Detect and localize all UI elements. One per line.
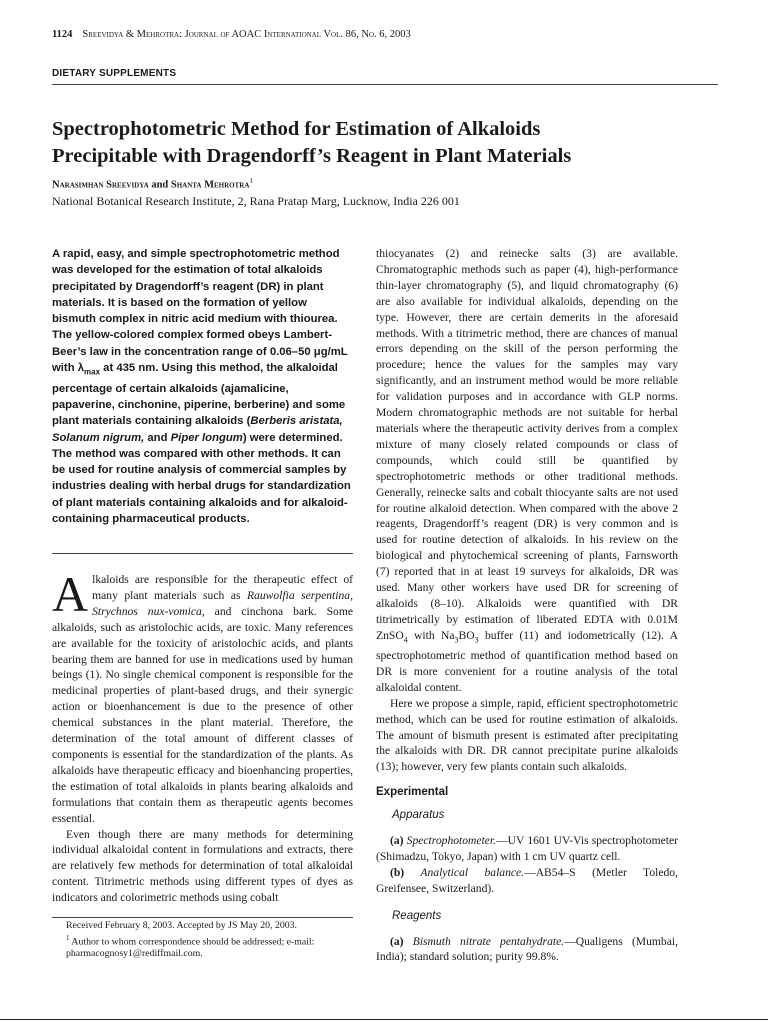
- item-name: Bismuth nitrate pentahydrate.: [403, 934, 565, 948]
- abstract-text-2: at 435 nm. Using this method, the alkaloidal percentage of certain alkaloids (ajamalicine, papaverine, cinchonine, piperine, berberine) and some plant materials containing alkaloids (: [52, 362, 346, 428]
- lambda-max-subscript: max: [84, 367, 101, 377]
- journal-citation: Sreevidya & Mehrotra: Journal of AOAC International Vol. 86, No. 6, 2003: [82, 29, 411, 40]
- right-text-1d: buffer (11) and iodometrically (12). A spectrophotometric method of quantification method based on DR is more convenient for a routine analysis of the total alkaloidal content.: [376, 628, 678, 694]
- author-1: Narasimhan Sreevidya: [52, 179, 149, 191]
- title-line-1: Spectrophotometric Method for Estimation of Alkaloids: [52, 118, 541, 140]
- page-number: 1124: [52, 29, 73, 40]
- article-title: [52, 116, 732, 170]
- intro-paragraph-1: [52, 566, 353, 827]
- correspondence-text: Author to whom correspondence should be addressed; e-mail: pharmacognosy1@rediffmail.com.: [66, 936, 315, 960]
- author-list: [52, 177, 253, 191]
- footnote-mark: 1: [66, 934, 70, 942]
- species-rauwolfia: Rauwolfia serpentina,: [246, 588, 353, 602]
- subscript: 4: [403, 635, 408, 645]
- author-2: Shanta Mehrotra: [170, 179, 250, 191]
- right-paragraph-2: Here we propose a simple, rapid, efficient spectrophotometric method, which can be used for routine estimation of alkaloids. The amount of bismuth present is estimated after precipitating the alkaloids with DR. DR cannot precipitate purine alkaloids (13); however, very few plants contain such alkaloids.: [376, 696, 678, 774]
- item-label: (a): [390, 934, 404, 948]
- title-line-2: Precipitable with Dragendorff’s Reagent in Plant Materials: [52, 145, 572, 167]
- author-conjunction: and: [151, 179, 169, 191]
- heading-reagents: Reagents: [392, 909, 442, 922]
- drop-cap: A: [52, 566, 89, 622]
- introduction-left: [52, 566, 353, 906]
- item-text: —UV 1601 UV-Vis spectrophotometer (Shimadzu, Tokyo, Japan) with 1 cm UV quartz cell.: [376, 834, 678, 863]
- affiliation: National Botanical Research Institute, 2, Rana Pratap Marg, Lucknow, India 226 001: [52, 194, 460, 208]
- apparatus-item-a: [376, 833, 678, 865]
- subscript: 3: [454, 635, 459, 645]
- intro-text-1b: and cinchona bark. Some alkaloids, such as aristolochic acids, are toxic. Many references are available for the toxicity of aristolochic acids, and plants bearing them are banned for use in medications used by human beings (1). No single chemical component is responsible for the medicinal properties of plant-based drugs, and their synergic action or bioenhancement is due to the presence of other chemical substances in the plant material. Therefore, the determination of the total amount of different classes of components is essential for the standardization of the plants. As alkaloids have therapeutic efficacy and bioenhancing properties, the estimation of total alkaloids in plants bearing alkaloids and formulations that contain them as therapeutic agents becomes essential.: [52, 604, 353, 825]
- section-label: DIETARY SUPPLEMENTS: [52, 68, 177, 79]
- plant-name-piper: Piper longum: [170, 431, 243, 444]
- item-name: Analytical balance.: [404, 865, 525, 879]
- page-bottom-rule: [0, 1019, 768, 1020]
- right-column: [376, 246, 678, 965]
- abstract: [52, 246, 352, 527]
- abstract-text-3: ) were determined. The method was compared with other methods. It can be used for routine analysis of commercial samples by industries dealing with herbal drugs for standardization of plant materials containing alkaloids and for alkaloid-containing pharmaceutical products.: [52, 431, 351, 525]
- received-note: Received February 8, 2003. Accepted by JS May 20, 2003.: [66, 920, 297, 931]
- right-text-1a: thiocyanates (2) and reinecke salts (3) are available. Chromatographic methods such as paper (4), high-performance thin-layer chromatography (5), and liquid chromatography (6) are also available for individual alkaloids, depending on the type. However, there are certain demerits in the aforesaid methods. With a titrimetric method, there are chances of manual errors depending on the skill of the person performing the procedure; hence the values for the samples may vary significantly, and an instrument method would be more reliable for validation purposes and in accordance with GLP norms. Modern chromatographic methods are not suitable for herbal materials where the therapeutic activity derives from a complex mixture of many closely related compounds or class of compounds, which could still be quantified by spectrophotometric methods or other traditional methods. Generally, reinecke salts and cobalt thiocyante salts are not used for routine alkaloid detection. When compared with the above 2 reagents, Dragendorff’s reagent (DR) is very common and is used for routine detection of alkaloids. In his review on the biological and phytochemical screening of plants, Farnsworth (7) reported that in at least 19 surveys for alkaloids, DR was used. Many other workers have used DR for screening of alkaloids (8–10). Alkaloids were quantified with DR titrimetrically by estimation of liberated EDTA with 0.01M ZnSO: [376, 247, 678, 642]
- abstract-conjunction: and: [144, 431, 171, 444]
- heading-experimental: Experimental: [376, 786, 449, 799]
- correspondence-note: [52, 932, 353, 960]
- footnotes: [52, 920, 353, 960]
- item-text: —AB54–S (Metler Toledo, Greifensee, Switzerland).: [376, 865, 678, 895]
- right-paragraph-1: [376, 246, 678, 696]
- apparatus-item-b: [376, 865, 678, 897]
- author-footnote-mark: 1: [249, 177, 253, 185]
- item-text: —Qualigens (Mumbai, India); standard solution; purity 99.8%.: [376, 934, 678, 964]
- item-label: (a): [390, 834, 404, 848]
- item-label: (b): [390, 865, 405, 879]
- reagent-item-a: [376, 934, 678, 966]
- section-divider: [52, 84, 718, 85]
- running-header: [52, 29, 411, 40]
- subscript: 3: [474, 635, 479, 645]
- abstract-text-1: A rapid, easy, and simple spectrophotometric method was developed for the estimation of total alkaloids precipitated by Dragendorff’s reagent (DR) in plant materials. It is based on the formation of yellow bismuth complex in nitric acid medium with thiourea. The yellow-colored complex formed obeys Lambert-Beer’s law in the concentration range of 0.06–50 μg/mL with λ: [52, 248, 348, 375]
- item-name: Spectrophotometer.: [403, 834, 497, 848]
- intro-paragraph-2: Even though there are many methods for determining individual alkaloidal content in formulations and extracts, there are relatively few methods for determination of total alkaloidal content. Titrimetric methods using different types of dyes as indicators and colorimetric methods using cobalt: [52, 827, 353, 905]
- intro-text-1a: lkaloids are responsible for the therapeutic effect of many plant materials such as: [92, 573, 353, 602]
- species-strychnos: Strychnos nux-vomica,: [92, 604, 205, 618]
- footnote-divider: [52, 917, 353, 918]
- right-text-1b: with Na: [407, 628, 455, 642]
- heading-apparatus: Apparatus: [392, 809, 445, 822]
- right-text-1c: BO: [458, 628, 475, 642]
- abstract-divider: [52, 553, 353, 554]
- plant-names: Berberis aristata, Solanum nigrum,: [52, 415, 343, 444]
